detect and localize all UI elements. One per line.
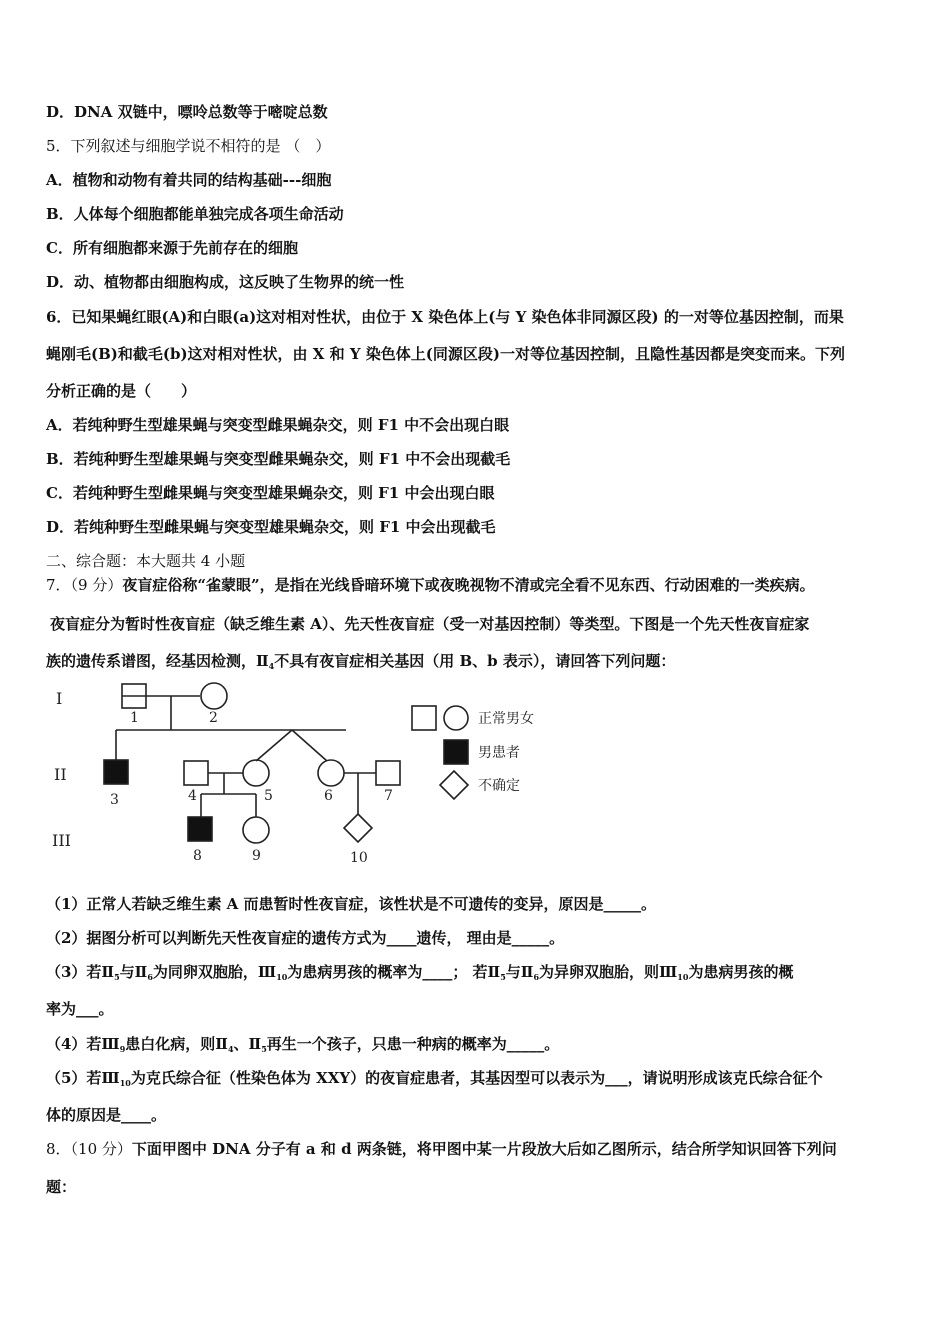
q6-option-c: C．若纯种野生型雌果蝇与突变型雄果蝇杂交，则 F1 中会出现白眼 [46,484,495,502]
label-6: 6 [324,788,333,804]
q7-line3-b: 不具有夜盲症相关基因（用 B、b 表示），请回答下列问题： [274,652,676,670]
q3-b: 与Ⅱ [119,963,148,981]
q4-a: （4）若Ⅲ [46,1035,120,1053]
q4-sub-2: 4 [227,1044,234,1054]
q4-d: 再生一个孩子，只患一种病的概率为_____。 [266,1035,560,1053]
q7-line3-sub: 4 [268,661,275,671]
q5-option-c: C．所有细胞都来源于先前存在的细胞 [46,239,298,257]
q7-sub-5-line-1 [46,1068,823,1093]
q5-sub-1: 10 [119,1078,131,1088]
q3-a: （3）若Ⅱ [46,963,115,981]
q4-b: 患白化病，则Ⅱ [125,1035,228,1053]
question-7-text: 夜盲症俗称“雀蒙眼”，是指在光线昏暗环境下或夜晚视物不清或完全看不见东西、行动困难的一类疾病。 [122,576,815,594]
q3-e: 与Ⅱ [505,963,534,981]
legend-uncertain-label: 不确定 [478,778,520,794]
label-4: 4 [188,788,197,804]
q7-sub-2: （2）据图分析可以判断先天性夜盲症的遗传方式为____遗传， 理由是_____。 [46,929,565,947]
question-7-number: 7．（9 分） [46,576,123,594]
label-9: 9 [252,848,261,864]
q5-option-d: D．动、植物都由细胞构成，这反映了生物界的统一性 [46,273,405,291]
legend-female-symbol [444,706,468,730]
individual-iii-8 [188,817,212,841]
question-8-text: 下面甲图中 DNA 分子有 a 和 d 两条链，将甲图中某一片段放大后如乙图所示，结合所学知识回答下列问 [131,1140,837,1158]
label-2: 2 [209,710,218,726]
q5-option-a: A．植物和动物有着共同的结构基础---细胞 [46,171,332,189]
q6-option-a: A．若纯种野生型雄果蝇与突变型雌果蝇杂交，则 F1 中不会出现白眼 [46,416,510,434]
q3-d: 为患病男孩的概率为____； 若Ⅱ [287,963,501,981]
q5-a: （5）若Ⅲ [46,1069,120,1087]
generation-label-ii: II [54,765,67,784]
q3-sub-3: 10 [276,972,288,982]
question-6-line-2: 蝇刚毛(B)和截毛(b)这对相对性状，由 X 和 Y 染色体上(同源区段)一对等位基因控制，且隐性基因都是突变而来。下列 [46,345,845,363]
legend-normal-label: 正常男女 [478,711,534,727]
q3-g: 为患病男孩的概 [688,963,794,981]
individual-iii-10 [344,814,372,842]
q6-option-b: B．若纯种野生型雄果蝇与突变型雌果蝇杂交，则 F1 中不会出现截毛 [46,450,511,468]
q7-sub-1: （1）正常人若缺乏维生素 A 而患暂时性夜盲症，该性状是不可遗传的变异，原因是_____。 [46,895,657,913]
q4-sub-1: 9 [119,1044,126,1054]
individual-ii-4 [184,761,208,785]
drop-ii-5 [256,730,292,761]
individual-i-2 [201,683,227,709]
q3-sub-6: 10 [677,972,689,982]
question-8-line-1 [46,1139,837,1159]
individual-ii-5 [243,760,269,786]
label-3: 3 [110,792,119,808]
label-1: 1 [130,710,139,726]
question-6-line-3: 分析正确的是（ ） [46,382,197,400]
section-2-heading: 二、综合题：本大题共 4 小题 [46,552,246,570]
q7-sub-4 [46,1034,559,1059]
legend-male-symbol [412,706,436,730]
legend-patient-symbol [444,740,468,764]
q3-f: 为异卵双胞胎，则Ⅲ [539,963,678,981]
question-7-line-2: 夜盲症分为暂时性夜盲症（缺乏维生素 A）、先天性夜盲症（受一对基因控制）等类型。下图是一个先天性夜盲症家 [50,615,810,633]
individual-ii-7 [376,761,400,785]
q3-sub-4: 5 [500,972,506,982]
q6-option-d: D．若纯种野生型雌果蝇与突变型雄果蝇杂交，则 F1 中会出现截毛 [46,518,496,536]
drop-ii-6 [292,730,327,761]
question-6-line-1: 6．已知果蝇红眼(A)和白眼(a)这对相对性状，由位于 X 染色体上(与 Y 染色体非同源区段) 的一对等位基因控制，而果 [46,308,844,326]
legend-uncertain-symbol [440,771,468,799]
question-7-line-3 [46,651,675,676]
q3-sub-1: 5 [114,972,120,982]
individual-iii-9 [243,817,269,843]
question-5-stem: 5．下列叙述与细胞学说不相符的是 （ ） [46,137,331,155]
q7-sub-3-line-2: 率为___。 [46,1000,114,1018]
q5-option-b: B．人体每个细胞都能单独完成各项生命活动 [46,205,344,223]
q7-line3-a: 族的遗传系谱图，经基因检测，Ⅱ [46,652,269,670]
q7-sub-5-line-2: 体的原因是____。 [46,1106,167,1124]
label-10: 10 [350,850,368,866]
legend-patient-label: 男患者 [478,745,520,761]
q3-sub-5: 6 [533,972,540,982]
q5-b: 为克氏综合征（性染色体为 XXY）的夜盲症患者，其基因型可以表示为___，请说明形成该克氏综合征个 [130,1069,823,1087]
option-d-dna: D．DNA 双链中，嘌呤总数等于嘧啶总数 [46,103,328,121]
label-8: 8 [193,848,202,864]
q3-c: 为同卵双胞胎，Ⅲ [152,963,277,981]
q4-c: 、Ⅱ [233,1035,262,1053]
question-7-line-1 [46,575,815,595]
generation-label-iii: III [52,831,71,850]
q4-sub-3: 5 [261,1044,267,1054]
pedigree-diagram [46,676,566,876]
label-5: 5 [264,788,273,804]
label-7: 7 [384,788,393,804]
individual-ii-3 [104,760,128,784]
question-8-number: 8．（10 分） [46,1140,132,1158]
q7-sub-3-line-1 [46,962,793,987]
q3-sub-2: 6 [147,972,153,982]
generation-label-i: I [56,689,63,708]
individual-ii-6 [318,760,344,786]
question-8-line-2: 题： [46,1178,77,1196]
